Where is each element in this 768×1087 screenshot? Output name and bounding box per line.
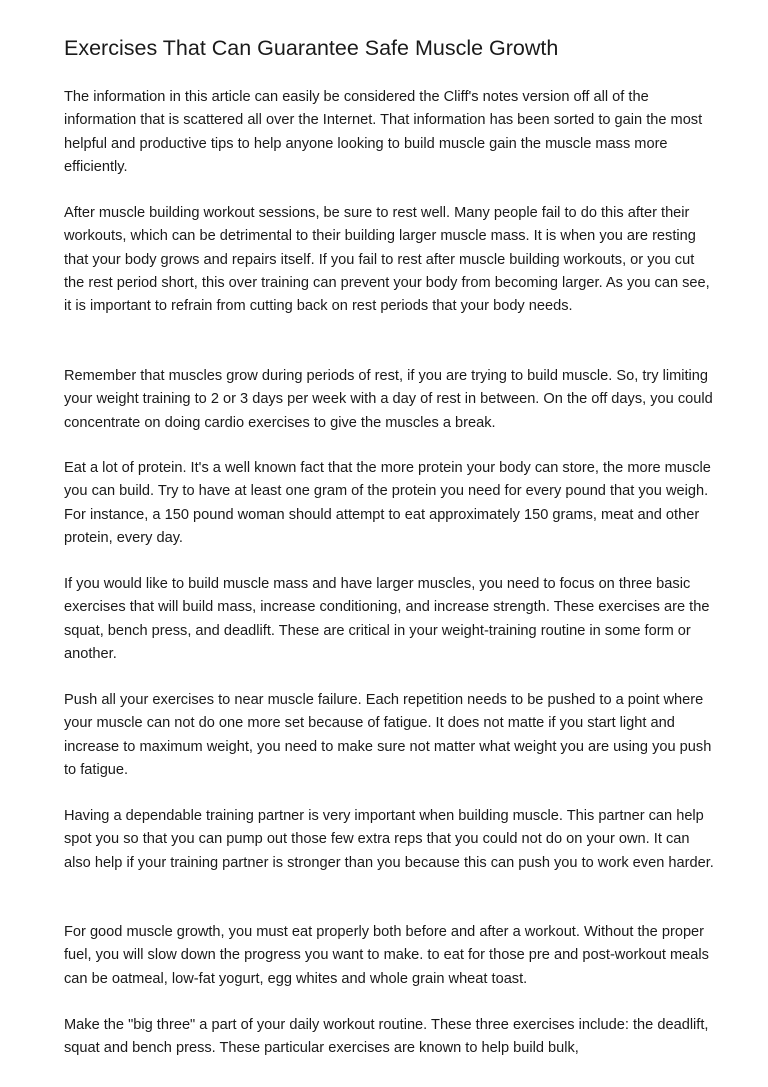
page-title: Exercises That Can Guarantee Safe Muscle Growth: [64, 36, 559, 60]
paragraph-training-partner: Having a dependable training partner is very important when building muscle. This partner can help spot you so that you can pump out those few extra reps that you could not do on your own. It can also help if your training partner is stronger than you because this can push you to work even harder.: [64, 808, 714, 871]
paragraph-protein: Eat a lot of protein. It's a well known fact that the more protein your body can store, the more muscle you can build. Try to have at least one gram of the protein you need for every pound that you weigh. For instance, a 150 pound woman should attempt to eat approximately 150 grams, meat and other protein, every day.: [64, 460, 711, 546]
paragraph-muscle-failure: Push all your exercises to near muscle failure. Each repetition needs to be pushed to a point where your muscle can not do one more set because of fatigue. It does not matte if you start light and increase to maximum weight, you need to make sure not matter what weight you are using you push to fatigue.: [64, 692, 712, 778]
paragraph-basic-exercises: If you would like to build muscle mass and have larger muscles, you need to focus on three basic exercises that will build mass, increase conditioning, and increase strength. These exercises are the squat, bench press, and deadlift. These are critical in your weight-training routine in some form or another.: [64, 576, 710, 662]
paragraph-rest-periods: Remember that muscles grow during periods of rest, if you are trying to build muscle. So, try limiting your weight training to 2 or 3 days per week with a day of rest in between. On the off days, you could concentrate on doing cardio exercises to give the muscles a break.: [64, 368, 713, 431]
paragraph-nutrition: For good muscle growth, you must eat properly both before and after a workout. Without the proper fuel, you will slow down the progress you want to make. to eat for those pre and post-workout meals can be oatmeal, low-fat yogurt, egg whites and whole grain wheat toast.: [64, 924, 709, 987]
paragraph-rest: After muscle building workout sessions, be sure to rest well. Many people fail to do this after their workouts, which can be detrimental to their building larger muscle mass. It is when you are resting that your body grows and repairs itself. If you fail to rest after muscle building workouts, or you cut the rest period short, this over training can prevent your body from becoming larger. As you can see, it is important to refrain from cutting back on rest periods that your body needs.: [64, 205, 710, 315]
paragraph-big-three: Make the "big three" a part of your daily workout routine. These three exercises include: the deadlift, squat and bench press. These particular exercises are known to help build bulk,: [64, 1017, 709, 1057]
paragraph-intro: The information in this article can easily be considered the Cliff's notes version off all of the information that is scattered all over the Internet. That information has been sorted to gain the most helpful and productive tips to help anyone looking to build muscle gain the muscle mass more efficiently.: [64, 89, 703, 175]
